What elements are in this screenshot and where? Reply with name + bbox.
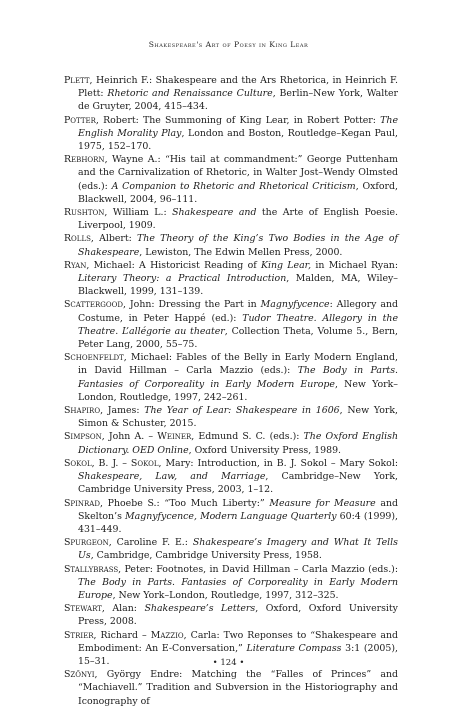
entry-text: , William L.: — [104, 207, 173, 219]
entry-text: , B. J. – — [91, 457, 131, 469]
entry-text: , James: — [100, 405, 145, 417]
bibliography-entry — [64, 430, 398, 456]
author-name: Rebhorn — [64, 154, 105, 166]
entry-text: , Michael: A Historicist Reading of — [86, 259, 261, 271]
entry-text: , Peter: Footnotes, in David Hillman – Carla Mazzio (eds.): — [118, 563, 398, 575]
entry-text: 60:4 (1999), 431–449. — [78, 510, 399, 535]
entry-text: , Lewiston, The Edwin Mellen Press, 2000. — [139, 246, 343, 258]
title-italic: Shakespeare’s Letters — [144, 603, 256, 615]
bibliography-entry — [64, 153, 398, 206]
bibliography-list — [64, 74, 398, 708]
entry-text: , Robert: The Summoning of King Lear, in Robert Potter: — [95, 114, 381, 126]
author-name: Scattergood — [64, 299, 123, 311]
author-name: Simpson — [64, 431, 102, 443]
entry-text: , Oxford University Press, 1989. — [188, 444, 342, 456]
bibliography-entry — [64, 259, 398, 299]
author-name: Weiner — [157, 431, 192, 443]
entry-text: , John A. – — [101, 431, 158, 443]
entry-text: 3:1 (2005), 15–31. — [78, 642, 398, 667]
author-name: Mazzio — [150, 629, 184, 641]
bibliography-entry — [64, 497, 398, 537]
entry-text: and Skelton’s — [78, 497, 398, 522]
entry-text: , Caroline F. E.: — [108, 537, 193, 549]
title-italic: Shakespeare, Law, and Marriage — [78, 471, 266, 483]
bibliography-entry — [64, 404, 398, 430]
author-name: Stallybrass — [64, 563, 119, 575]
author-name: Rushton — [64, 207, 105, 219]
entry-text: , Albert: — [90, 233, 138, 245]
entry-text: , Carla: Two Reponses to “Shakespeare and Embodiment: An E-Conversation,” — [78, 629, 398, 654]
entry-text: , New York–London, Routledge, 1997, 242–261. — [78, 378, 398, 403]
entry-text: , Heinrich F.: Shakespeare and the Ars Rhetorica, in Heinrich F. Plett: — [78, 75, 398, 100]
entry-text: , Cambridge, Cambridge University Press, 1958. — [90, 550, 322, 562]
author-name: Sokol — [64, 457, 92, 469]
author-name: Ryan — [64, 259, 87, 271]
title-italic: The Theory of the King’s Two Bodies in the Age of Shakespeare — [78, 233, 398, 258]
entry-text: , Edmund S. C. (eds.): — [191, 431, 304, 443]
entry-text: : Allegory and Costume, in Peter Happé (ed.): — [78, 299, 398, 324]
entry-text: , Malden, MA, Wiley–Blackwell, 1999, 131–139. — [78, 273, 398, 298]
author-name: Spinrad — [64, 497, 100, 509]
title-italic: The Body in Parts. Fantasies of Corporeality in Early Modern Europe — [78, 365, 398, 390]
entry-text: , Collection Theta, Volume 5., Bern, Peter Lang, 2000, 55–75. — [78, 325, 398, 351]
entry-text: , John: Dressing the Part in — [122, 299, 261, 311]
bibliography-entry — [64, 298, 398, 351]
page-number: • 124 • — [212, 658, 245, 668]
entry-text: , Oxford, Oxford University Press, 2008. — [78, 603, 398, 628]
title-italic: Literature Compass — [246, 642, 342, 654]
author-name: Rolls — [64, 233, 91, 245]
author-name: Stewart — [64, 603, 102, 615]
entry-text: in Michael Ryan: — [311, 259, 398, 271]
author-name: Schoenfeldt — [64, 352, 124, 364]
bibliography-entry — [64, 457, 398, 497]
title-italic: The English Morality Play — [78, 114, 398, 139]
running-header: Shakespeare's Art of Poesy in King Lear — [148, 40, 309, 49]
entry-text: , New York–London, Routledge, 1997, 312–325. — [112, 589, 339, 601]
title-italic: Rhetoric and Renaissance Culture — [107, 88, 273, 100]
title-italic: The Oxford English Dictionary. OED Online — [78, 431, 398, 456]
bibliography-entry — [64, 232, 398, 258]
title-italic: Tudor Theatre. Allegory in the Theatre. L’allégorie au theater — [78, 312, 398, 337]
title-italic: Shakespeare and — [172, 207, 257, 219]
bibliography-entry — [64, 351, 398, 404]
bibliography-entry — [64, 206, 398, 232]
entry-text: , Mary: Introduction, in B. J. Sokol – Mary Sokol: — [158, 457, 398, 469]
title-italic: Shakespeare’s Imagery and What It Tells Us — [78, 537, 398, 562]
title-italic: Magnyfycence, Modern Language Quarterly — [125, 510, 337, 522]
entry-text: , Cambridge–New York, Cambridge University Press, 2003, 1–12. — [78, 471, 398, 496]
entry-text: , György Endre: Matching the “Falles of Princes” and “Machiavell.” Tradition and Subversion in the Historiography and Iconography of — [78, 669, 398, 707]
author-name: Potter — [64, 114, 96, 126]
entry-text: , Alan: — [101, 603, 145, 615]
title-italic: Magnyfycence — [260, 299, 330, 311]
entry-text: , Berlin–New York, Walter de Gruyter, 2004, 415–434. — [78, 88, 399, 113]
entry-text: , Phoebe S.: “Too Much Liberty:” — [99, 497, 270, 509]
bibliography-entry — [64, 668, 398, 708]
bibliography-entry — [64, 74, 398, 114]
author-name: Plett — [64, 75, 90, 86]
bibliography-entry — [64, 114, 398, 154]
bibliography-entry — [64, 536, 398, 562]
bibliography-entry — [64, 602, 398, 628]
entry-text: , Oxford, Blackwell, 2004, 96–111. — [78, 180, 399, 205]
entry-text: , New York, Simon & Schuster, 2015. — [78, 405, 398, 430]
title-italic: The Year of Lear: Shakespeare in 1606 — [144, 405, 340, 417]
author-name: Sokol — [130, 457, 159, 469]
entry-text: , London and Boston, Routledge–Kegan Paul, 1975, 152–170. — [78, 127, 398, 153]
entry-text: , Michael: Fables of the Belly in Early Modern England, in David Hillman – Carla Mazzio (eds.): — [78, 352, 398, 377]
entry-text: , Wayne A.: “His tail at commandment:” George Puttenham and the Carnivalization of Rhetoric, in Walter Jost–Wendy Olmsted (eds.): — [78, 154, 398, 192]
title-italic: Literary Theory: a Practical Introduction — [78, 273, 287, 285]
bibliography-entry — [64, 563, 398, 603]
entry-text: , Richard – — [93, 629, 151, 641]
title-italic: Measure for Measure — [269, 497, 376, 509]
author-name: Shapiro — [64, 405, 101, 417]
entry-text: the Arte of English Poesie. Liverpool, 1909. — [78, 207, 398, 232]
title-italic: The Body in Parts. Fantasies of Corporeality in Early Modern Europe — [78, 576, 398, 601]
title-italic: A Companion to Rhetoric and Rhetorical Criticism — [111, 180, 356, 192]
title-italic: King Lear, — [260, 259, 312, 271]
author-name: Szőnyi — [64, 669, 95, 681]
author-name: Spurgeon — [64, 537, 109, 549]
author-name: Strier — [64, 629, 94, 641]
